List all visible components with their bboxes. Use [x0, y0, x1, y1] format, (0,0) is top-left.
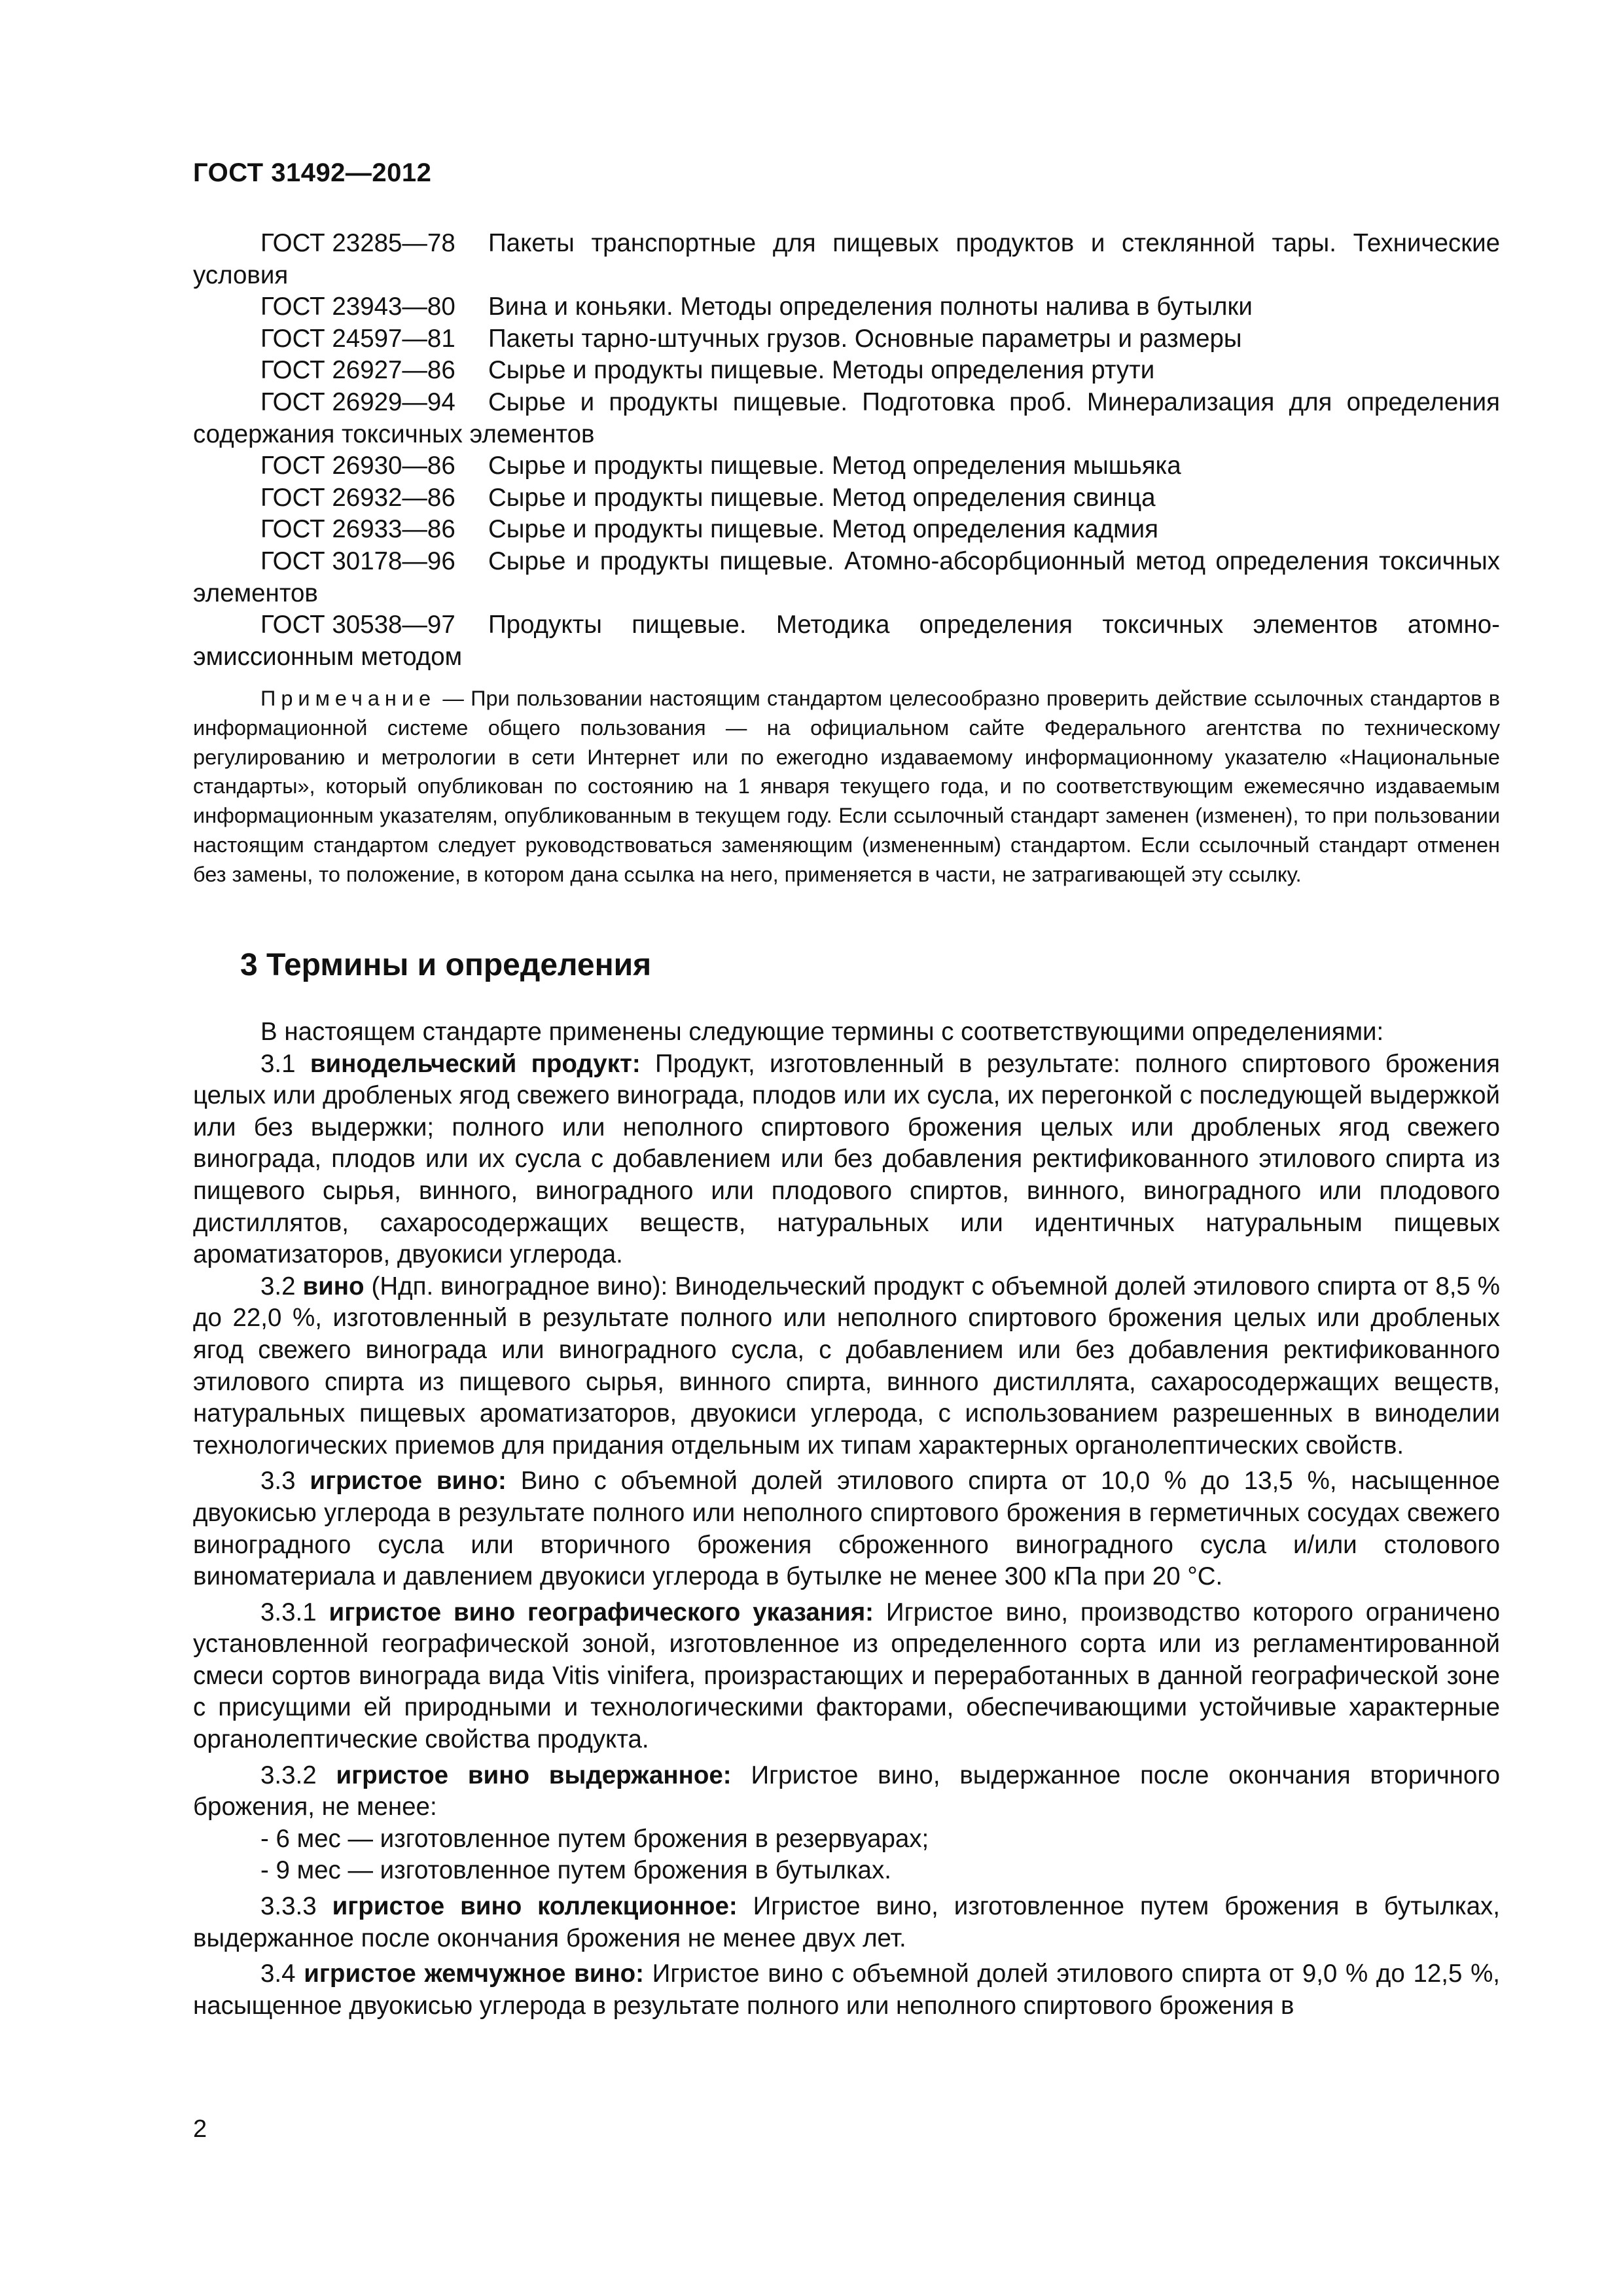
note-text: — При пользовании настоящим стандартом целесообразно проверить действие ссылочных стандартов в информационной системе общего пользования — на официальном сайте Федерального агентства по техническому регулированию и метрологии в сети Интернет или по ежегодно издаваемому информационному указателю «Национальные стандарты», который опубликован по состоянию на 1 января текущего года, и по соответствующим ежемесячно издаваемым информационным указателям, опубликованным в текущем году. Если ссылочный стандарт заменен (изменен), то при пользовании настоящим стандартом следует руководствоваться заменяющим (измененным) стандартом. Если ссылочный стандарт отменен без замены, то положение, в котором дана ссылка на него, применяется в части, не затрагивающей эту ссылку.: [193, 687, 1500, 886]
definition-item: [193, 1958, 1500, 2022]
reference-code: ГОСТ 23285—78: [260, 229, 455, 257]
definition-term: винодельческий продукт:: [310, 1049, 641, 1078]
reference-title: Продукты пищевые. Методика определения токсичных элементов атомно-эмиссионным методом: [193, 611, 1500, 671]
definition-term: игристое вино выдержанное:: [336, 1761, 732, 1789]
definition-term: вино: [302, 1272, 365, 1300]
reference-code: ГОСТ 26933—86: [260, 515, 455, 544]
note-label: Примечание: [260, 687, 437, 710]
section-body: [193, 1016, 1500, 2022]
definition-text: (Ндп. виноградное вино): Винодельческий продукт с объемной долей этилового спирта от 8,5 % до 22,0 %, изготовленный в результате полного или неполного спиртового брожения целых или дробленых ягод свежего винограда или виноградного сусла, с добавлением или без добавления ректификованного этилового спирта из пищевого сырья, винного спирта, винного дистиллята, сахаросодержащих веществ, натуральных пищевых ароматизаторов, двуокиси углерода, с использованием разрешенных в виноделии технологических приемов для придания отдельным их типам характерных органолептических свойств.: [193, 1272, 1501, 1460]
definition-term: игристое вино:: [310, 1467, 507, 1496]
reference-title: Вина и коньяки. Методы определения полноты налива в бутылки: [488, 293, 1253, 321]
definition-text: Игристое вино, выдержанное после окончания вторичного брожения, не менее:: [193, 1761, 1501, 1821]
reference-item: [193, 609, 1500, 673]
definition-number: 3.3.1: [260, 1598, 317, 1626]
list-item: - 9 мес — изготовленное путем брожения в бутылках.: [260, 1856, 891, 1885]
reference-title: Сырье и продукты пищевые. Метод определения кадмия: [488, 515, 1158, 544]
definition-text: Игристое вино с объемной долей этилового спирта от 9,0 % до 12,5 %, насыщенное двуокисью углерода в результате полного или неполного спиртового брожения в: [193, 1960, 1501, 2020]
reference-code: ГОСТ 30538—97: [260, 611, 455, 639]
reference-code: ГОСТ 26929—94: [260, 387, 455, 416]
section-title: 3 Термины и определения: [240, 948, 652, 982]
reference-title: Пакеты тарно-штучных грузов. Основные параметры и размеры: [488, 324, 1242, 353]
definition-number: 3.4: [260, 1960, 296, 1988]
definition-text: Игристое вино, изготовленное путем брожения в бутылках, выдержанное после окончания брожения не менее двух лет.: [193, 1892, 1500, 1952]
reference-title: Пакеты транспортные для пищевых продуктов и стеклянной тары. Технические условия: [193, 229, 1500, 289]
page-number: 2: [193, 2115, 207, 2143]
reference-item: [193, 387, 1500, 450]
definition-number: 3.3.2: [260, 1761, 317, 1789]
reference-title: Сырье и продукты пищевые. Подготовка проб. Минерализация для определения содержания токсичных элементов: [193, 387, 1500, 448]
reference-code: ГОСТ 26927—86: [260, 356, 455, 385]
definition-text: Продукт, изготовленный в результате: полного спиртового брожения целых или дробленых ягод свежего винограда, плодов или их сусла, их перегонкой с последующей выдержкой или без выдержки; полного или неполного спиртового брожения целых или дробленых ягод свежего винограда, плодов или их сусла с добавлением или без добавления ректификованного этилового спирта из пищевого сырья, винного, виноградного или плодового спиртов, винного, виноградного или плодового дистиллятов, сахаросодержащих веществ, натуральных или идентичных натуральным пищевых ароматизаторов, двуокиси углерода.: [193, 1049, 1500, 1269]
definition-item: [193, 1049, 1500, 1271]
definition-number: 3.2: [260, 1272, 296, 1300]
note-paragraph: [193, 684, 1500, 889]
reference-code: ГОСТ 30178—96: [260, 547, 455, 575]
reference-item: [193, 450, 1500, 482]
definition-term: игристое вино географического указания:: [329, 1598, 874, 1626]
definition-item: [193, 1891, 1500, 1954]
reference-item: [193, 546, 1500, 609]
definition-number: 3.1: [260, 1049, 296, 1078]
reference-item: [193, 355, 1500, 387]
definition-item: [193, 1597, 1500, 1756]
reference-item: [193, 482, 1500, 514]
definition-item: [193, 1271, 1500, 1462]
reference-item: [193, 228, 1500, 291]
definition-text: Игристое вино, производство которого ограничено установленной географической зоной, изготовленное из определенного сорта или из регламентированной смеси сортов винограда вида Vitis vinifera, произрастающих и переработанных в данной географической зоне с присущими ей природными и технологическими факторами, обеспечивающими устойчивые характерные органолептические свойства продукта.: [193, 1598, 1500, 1754]
definition-term: игристое вино коллекционное:: [332, 1892, 738, 1921]
reference-title: Сырье и продукты пищевые. Метод определения мышьяка: [488, 452, 1181, 480]
reference-item: [193, 514, 1500, 546]
reference-code: ГОСТ 24597—81: [260, 324, 455, 353]
reference-title: Сырье и продукты пищевые. Методы определения ртути: [488, 356, 1155, 385]
definition-term: игристое жемчужное вино:: [304, 1960, 644, 1988]
reference-item: [193, 323, 1500, 355]
definition-text: Вино с объемной долей этилового спирта от 10,0 % до 13,5 %, насыщенное двуокисью углерода в результате полного или неполного спиртового брожения в герметичных сосудах свежего виноградного сусла или вторичного брожения сброженного виноградного сусла и/или столового виноматериала и давлением двуокиси углерода в бутылке не менее 300 кПа при 20 °С.: [193, 1467, 1500, 1591]
reference-item: [193, 291, 1500, 323]
definition-item: [193, 1465, 1500, 1592]
list-item: - 6 мес — изготовленное путем брожения в резервуарах;: [260, 1824, 929, 1853]
definition-number: 3.3.3: [260, 1892, 317, 1921]
reference-code: ГОСТ 26930—86: [260, 452, 455, 480]
reference-code: ГОСТ 26932—86: [260, 483, 455, 512]
definition-number: 3.3: [260, 1467, 296, 1496]
reference-title: Сырье и продукты пищевые. Атомно-абсорбционный метод определения токсичных элементов: [193, 547, 1500, 607]
reference-title: Сырье и продукты пищевые. Метод определения свинца: [488, 483, 1156, 512]
reference-code: ГОСТ 23943—80: [260, 293, 455, 321]
normative-references: [193, 228, 1500, 673]
definition-item: [193, 1760, 1500, 1823]
standard-header: ГОСТ 31492—2012: [193, 158, 432, 187]
section-intro: В настоящем стандарте применены следующие термины с соответствующими определениями:: [260, 1018, 1384, 1046]
